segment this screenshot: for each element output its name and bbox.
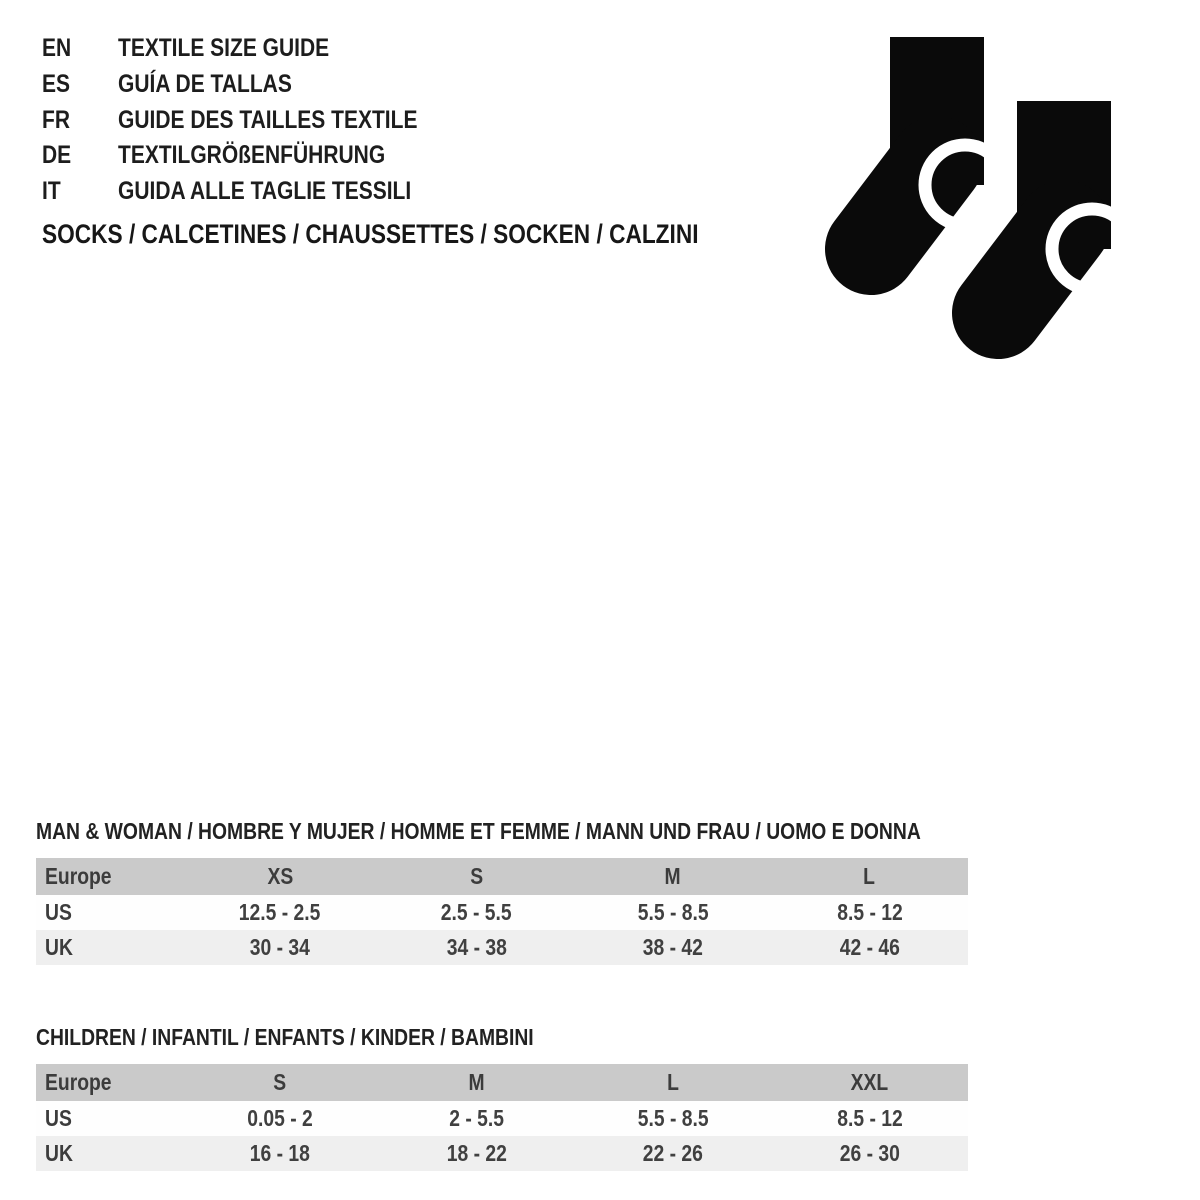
language-code-text: ES (42, 70, 71, 99)
language-row (42, 67, 475, 103)
children-table-title-text: CHILDREN / INFANTIL / ENFANTS / KINDER / BAMBINI (36, 1024, 534, 1050)
language-label: GUÍA DE TALLAS (118, 70, 292, 99)
table-row (36, 1101, 968, 1136)
size-value-cell: 5.5 - 8.5 (637, 1105, 709, 1131)
row-label-cell: UK (45, 934, 73, 960)
language-code-text: EN (42, 34, 72, 63)
size-value-cell: 8.5 - 12 (836, 1105, 903, 1131)
size-value-cell: 42 - 46 (839, 934, 900, 960)
language-row (42, 31, 475, 67)
children-size-table (36, 1064, 968, 1171)
table-header-cell: Europe (45, 863, 112, 889)
language-code-text: DE (42, 141, 72, 170)
language-code (42, 70, 118, 99)
size-value-cell: 18 - 22 (446, 1140, 507, 1166)
table-header-cell: L (667, 1069, 679, 1095)
size-value-cell: 8.5 - 12 (836, 899, 903, 925)
language-title-list (42, 31, 475, 209)
size-value-cell: 16 - 18 (249, 1140, 311, 1166)
row-label-cell: UK (45, 1140, 73, 1166)
size-value-cell: 26 - 30 (839, 1140, 900, 1166)
table-header-cell: XXL (850, 1069, 889, 1095)
size-value-cell: 34 - 38 (446, 934, 507, 960)
table-row (36, 895, 968, 930)
table-header-cell: M (468, 1069, 485, 1095)
language-code (42, 141, 118, 170)
table-row (36, 930, 968, 965)
adults-size-table (36, 858, 968, 965)
table-row (36, 1136, 968, 1171)
language-row (42, 102, 475, 138)
category-title-text: SOCKS / CALCETINES / CHAUSSETTES / SOCKEN / CALZINI (42, 219, 699, 249)
adults-table-title (36, 818, 1089, 845)
size-value-cell: 22 - 26 (642, 1140, 704, 1166)
adults-table-title-text: MAN & WOMAN / HOMBRE Y MUJER / HOMME ET FEMME / MANN UND FRAU / UOMO E DONNA (36, 818, 921, 844)
children-table-title (36, 1024, 628, 1051)
size-value-cell: 12.5 - 2.5 (239, 899, 321, 925)
table-header-row (36, 1064, 968, 1101)
language-label: TEXTILGRÖßENFÜHRUNG (118, 141, 386, 170)
language-row (42, 174, 475, 210)
language-label: GUIDE DES TAILLES TEXTILE (118, 105, 418, 134)
table-header-row (36, 858, 968, 895)
language-code-text: IT (42, 177, 61, 206)
language-label: GUIDA ALLE TAGLIE TESSILI (118, 177, 412, 206)
size-value-cell: 0.05 - 2 (247, 1105, 313, 1131)
category-title (42, 219, 824, 250)
size-value-cell: 30 - 34 (249, 934, 311, 960)
language-row (42, 138, 475, 174)
socks-icon (790, 15, 1150, 365)
table-header-cell: XS (267, 863, 293, 889)
table-header-cell: Europe (45, 1069, 112, 1095)
table-header-cell: M (664, 863, 682, 889)
table-header-cell: S (470, 863, 483, 889)
language-code-text: FR (42, 105, 70, 134)
language-code (42, 106, 118, 135)
table-header-cell: S (273, 1069, 287, 1095)
size-value-cell: 2.5 - 5.5 (441, 899, 512, 925)
size-value-cell: 2 - 5.5 (449, 1105, 504, 1131)
table-header-cell: L (863, 863, 876, 889)
size-value-cell: 5.5 - 8.5 (637, 899, 709, 925)
language-code (42, 34, 118, 63)
row-label-cell: US (45, 899, 72, 925)
language-label: TEXTILE SIZE GUIDE (118, 34, 330, 63)
language-code (42, 177, 118, 206)
size-value-cell: 38 - 42 (642, 934, 704, 960)
row-label-cell: US (45, 1105, 72, 1131)
